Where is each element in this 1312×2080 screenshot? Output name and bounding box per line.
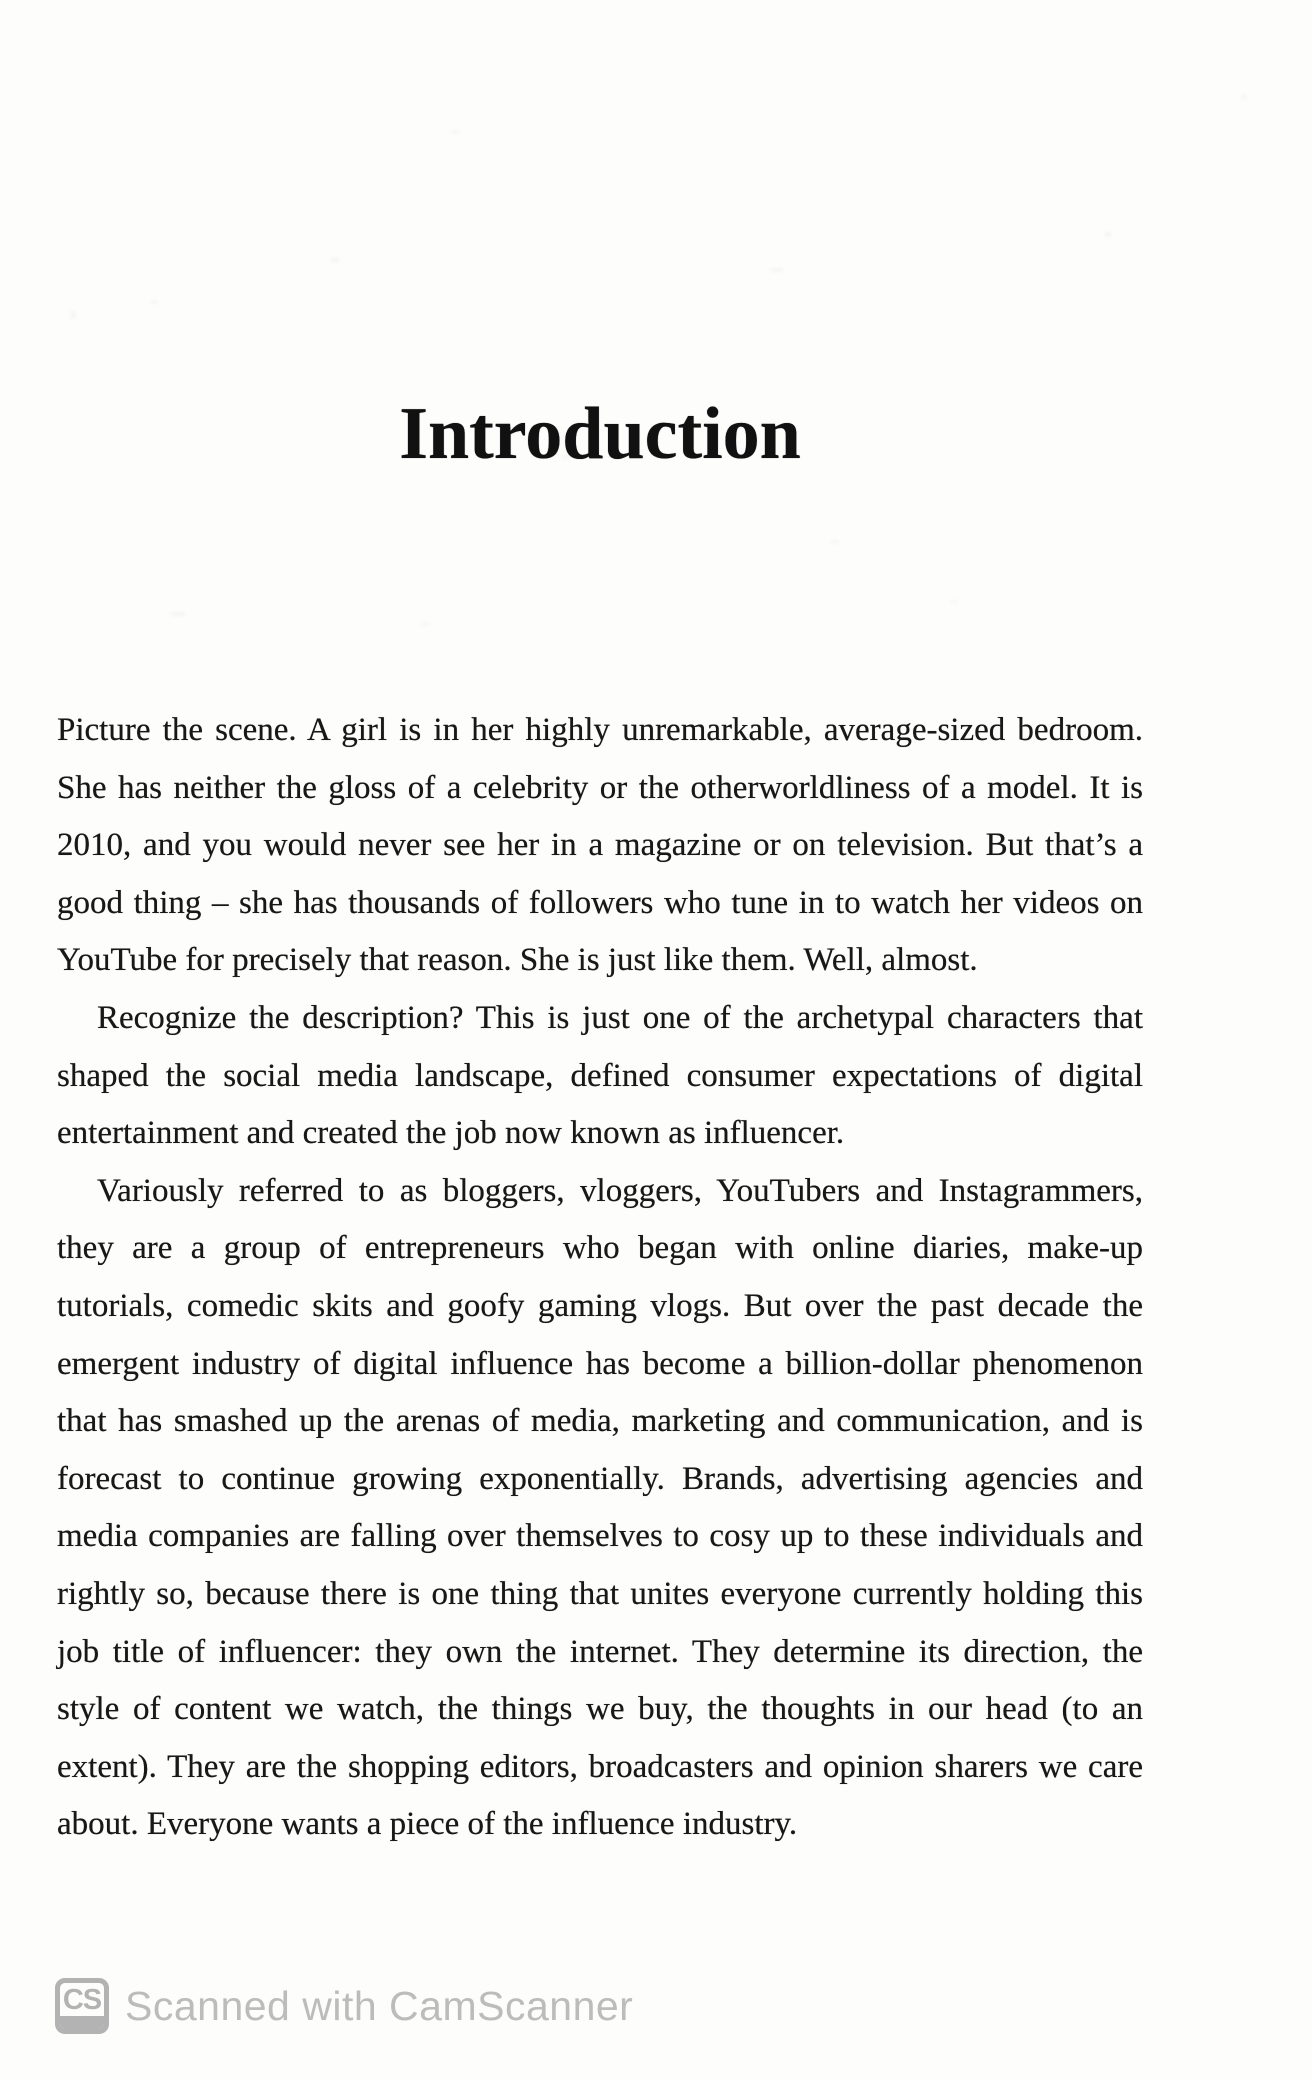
camscanner-watermark <box>55 1977 633 2035</box>
paragraph-3: Variously referred to as bloggers, vloggers, YouTubers and Instagrammers, they are a group of entrepreneurs who began with online diaries, make-up tutorials, comedic skits and goofy gaming vlogs. But over the past decade the emergent industry of digital influence has become a billion-dollar phenomenon that has smashed up the arenas of media, marketing and communication, and is forecast to continue growing exponentially. Brands, advertising agencies and media companies are falling over themselves to cosy up to these individuals and rightly so, because there is one thing that unites everyone currently holding this job title of influencer: they own the internet. They determine its direction, the style of content we watch, the things we buy, the thoughts in our head (to an extent). They are the shopping editors, broadcasters and opinion sharers we care about. Everyone wants a piece of the influence industry. <box>57 1172 1143 1843</box>
camscanner-icon-letters: CS <box>62 1984 102 2016</box>
paragraph-2: Recognize the description? This is just one of the archetypal characters that shaped the social media landscape, defined consumer expectations of digital entertainment and created the job now known as influencer. <box>57 999 1143 1152</box>
paragraph-1: Picture the scene. A girl is in her highly unremarkable, average-sized bedroom. She has neither the gloss of a celebrity or the otherworldliness of a model. It is 2010, and you would never see her in a magazine or on television. But that’s a good thing – she has thousands of followers who tune in to watch her videos on YouTube for precisely that reason. She is just like them. Well, almost. <box>57 712 1143 979</box>
camscanner-icon <box>55 1978 109 2034</box>
page-title: Introduction <box>399 392 801 475</box>
body-text <box>57 702 1143 1854</box>
watermark-text: Scanned with CamScanner <box>125 1982 634 2029</box>
camscanner-icon-bar <box>60 2016 104 2029</box>
